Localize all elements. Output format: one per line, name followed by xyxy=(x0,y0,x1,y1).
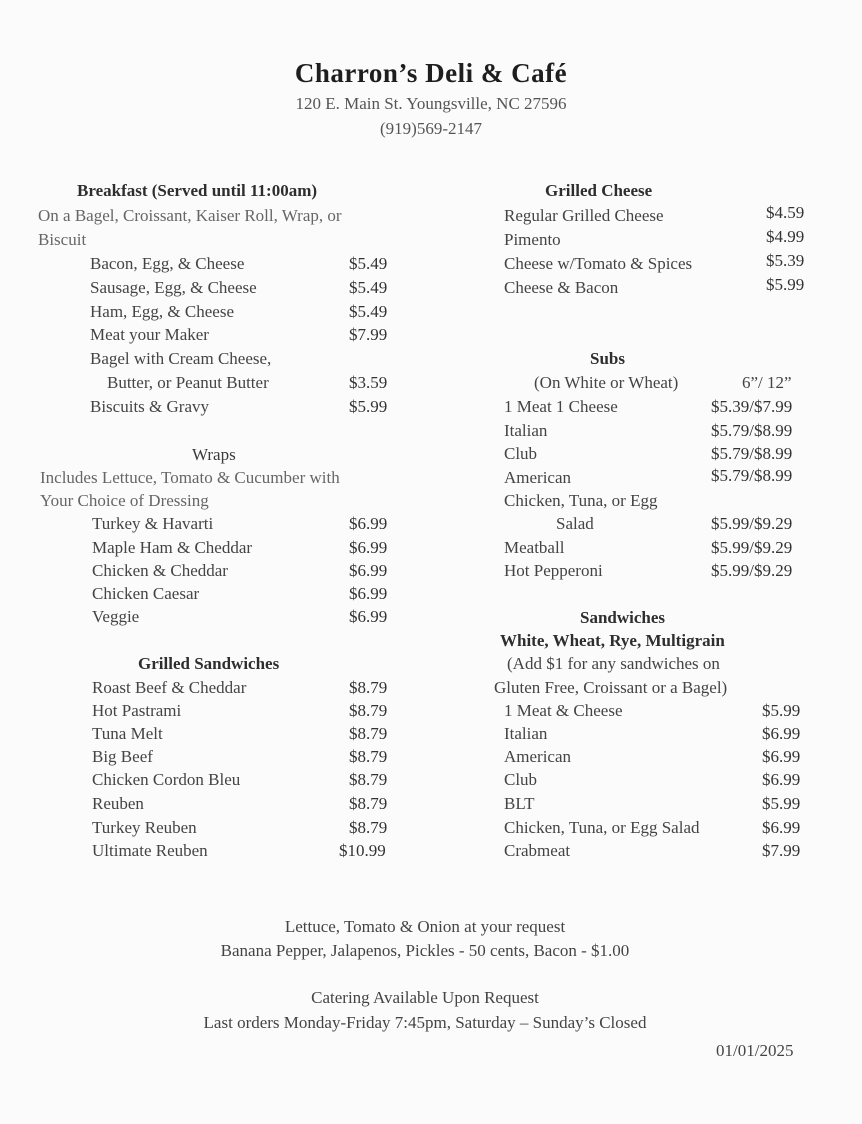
address: 120 E. Main St. Youngsville, NC 27596 xyxy=(295,94,567,113)
menu-item-name: Hot Pastrami xyxy=(92,701,182,720)
menu-item-price: $10.99 xyxy=(339,841,386,860)
menu-item-name: Reuben xyxy=(92,794,144,813)
subs-sizes: 6”/ 12” xyxy=(742,373,792,392)
menu-item-name: Club xyxy=(504,444,538,463)
menu-item-price: $5.99/$9.29 xyxy=(711,561,793,580)
menu-date: 01/01/2025 xyxy=(716,1041,794,1060)
breakfast-heading: Breakfast (Served until 11:00am) xyxy=(77,181,318,200)
menu-item-name-cont: Butter, or Peanut Butter xyxy=(107,373,269,392)
menu-item-name: Italian xyxy=(504,421,548,440)
subs-heading: Subs xyxy=(590,349,625,368)
grilled-cheese-heading: Grilled Cheese xyxy=(545,181,653,200)
menu-item-name: Roast Beef & Cheddar xyxy=(92,678,247,697)
menu-item-name: Chicken, Tuna, or Egg Salad xyxy=(504,818,700,837)
toppings-note: Lettuce, Tomato & Onion at your request xyxy=(284,917,566,936)
menu-item-price: $8.79 xyxy=(349,724,388,743)
menu-item-price: $7.99 xyxy=(762,841,801,860)
menu-item-price: $4.59 xyxy=(766,203,805,222)
menu-item-name: Veggie xyxy=(92,607,140,626)
menu-item-name: Turkey & Havarti xyxy=(92,514,214,533)
menu-item-name: Chicken, Tuna, or Egg xyxy=(504,491,658,510)
menu-item-name: Bacon, Egg, & Cheese xyxy=(90,254,245,273)
menu-item-name: Cheese & Bacon xyxy=(504,278,619,297)
menu-item-price: $6.99 xyxy=(762,747,801,766)
menu-item-name: 1 Meat 1 Cheese xyxy=(504,397,618,416)
menu-item-price: $5.79/$8.99 xyxy=(711,421,793,440)
breakfast-description-cont: Biscuit xyxy=(38,230,87,249)
sandwiches-heading: Sandwiches xyxy=(580,608,666,627)
wraps-description-cont: Your Choice of Dressing xyxy=(40,491,209,510)
menu-item-price: $6.99 xyxy=(349,607,388,626)
sandwiches-bread-options: White, Wheat, Rye, Multigrain xyxy=(500,631,725,650)
extras-pricing: Banana Pepper, Jalapenos, Pickles - 50 cents, Bacon - $1.00 xyxy=(220,941,630,960)
menu-item-name: Chicken Cordon Bleu xyxy=(92,770,241,789)
grilled-sandwiches-heading: Grilled Sandwiches xyxy=(138,654,280,673)
menu-item-price: $5.49 xyxy=(349,278,388,297)
menu-item-price: $8.79 xyxy=(349,701,388,720)
hours-note: Last orders Monday-Friday 7:45pm, Saturday – Sunday’s Closed xyxy=(203,1013,647,1032)
menu-item-name: Turkey Reuben xyxy=(92,818,197,837)
menu-item-price: $6.99 xyxy=(762,770,801,789)
menu-item-price: $6.99 xyxy=(762,724,801,743)
menu-item-name: Chicken & Cheddar xyxy=(92,561,228,580)
menu-item-price: $8.79 xyxy=(349,794,388,813)
menu-item-price: $5.99 xyxy=(766,275,805,294)
menu-item-name: Bagel with Cream Cheese, xyxy=(90,349,272,368)
menu-item-price: $4.99 xyxy=(766,227,805,246)
menu-item-price: $5.39/$7.99 xyxy=(711,397,793,416)
menu-item-price: $5.79/$8.99 xyxy=(711,466,793,485)
menu-item-name: Regular Grilled Cheese xyxy=(504,206,664,225)
menu-item-name: Pimento xyxy=(504,230,561,249)
phone-number: (919)569-2147 xyxy=(380,119,482,138)
subs-bread-note: (On White or Wheat) xyxy=(534,373,679,392)
menu-item-price: $8.79 xyxy=(349,678,388,697)
menu-item-price: $8.79 xyxy=(349,818,388,837)
menu-item-name: Biscuits & Gravy xyxy=(90,397,209,416)
menu-item-name: Meat your Maker xyxy=(90,325,209,344)
catering-note: Catering Available Upon Request xyxy=(311,988,539,1007)
menu-item-name: Italian xyxy=(504,724,548,743)
menu-item-price: $5.99/$9.29 xyxy=(711,538,793,557)
restaurant-title: Charron’s Deli & Café xyxy=(294,58,568,88)
menu-item-name: BLT xyxy=(504,794,535,813)
menu-item-name: Ham, Egg, & Cheese xyxy=(90,302,234,321)
menu-item-price: $5.99 xyxy=(762,794,801,813)
sandwiches-note-cont: Gluten Free, Croissant or a Bagel) xyxy=(494,678,728,697)
menu-item-price: $6.99 xyxy=(349,514,388,533)
menu-item-price: $5.49 xyxy=(349,254,388,273)
menu-item-price: $5.79/$8.99 xyxy=(711,444,793,463)
menu-item-price: $6.99 xyxy=(349,584,388,603)
menu-item-price: $8.79 xyxy=(349,770,388,789)
menu-item-price: $5.99/$9.29 xyxy=(711,514,793,533)
menu-item-price: $5.99 xyxy=(762,701,801,720)
menu-item-price: $8.79 xyxy=(349,747,388,766)
menu-item-price: $6.99 xyxy=(349,538,388,557)
menu-item-name: 1 Meat & Cheese xyxy=(504,701,623,720)
menu-item-price: $5.49 xyxy=(349,302,388,321)
menu-item-price: $5.99 xyxy=(349,397,388,416)
menu-item-price: $6.99 xyxy=(762,818,801,837)
menu-item-name: Big Beef xyxy=(92,747,153,766)
menu-item-name: Meatball xyxy=(504,538,565,557)
menu-item-price: $3.59 xyxy=(349,373,388,392)
menu-item-price: $7.99 xyxy=(349,325,388,344)
sandwiches-note: (Add $1 for any sandwiches on xyxy=(507,654,720,673)
wraps-heading: Wraps xyxy=(192,445,236,464)
menu-item-name: Ultimate Reuben xyxy=(92,841,208,860)
menu-item-price: $5.39 xyxy=(766,251,805,270)
menu-item-name: Chicken Caesar xyxy=(92,584,200,603)
menu-item-name-cont: Salad xyxy=(556,514,594,533)
wraps-description: Includes Lettuce, Tomato & Cucumber with xyxy=(40,468,340,487)
menu-item-name: Sausage, Egg, & Cheese xyxy=(90,278,257,297)
menu-item-name: Tuna Melt xyxy=(92,724,163,743)
menu-item-price: $6.99 xyxy=(349,561,388,580)
menu-item-name: Hot Pepperoni xyxy=(504,561,603,580)
menu-item-name: American xyxy=(504,747,572,766)
menu-item-name: American xyxy=(504,468,572,487)
menu-item-name: Maple Ham & Cheddar xyxy=(92,538,253,557)
breakfast-description: On a Bagel, Croissant, Kaiser Roll, Wrap, or xyxy=(38,206,342,225)
menu-item-name: Crabmeat xyxy=(504,841,571,860)
menu-item-name: Cheese w/Tomato & Spices xyxy=(504,254,693,273)
menu-item-name: Club xyxy=(504,770,538,789)
